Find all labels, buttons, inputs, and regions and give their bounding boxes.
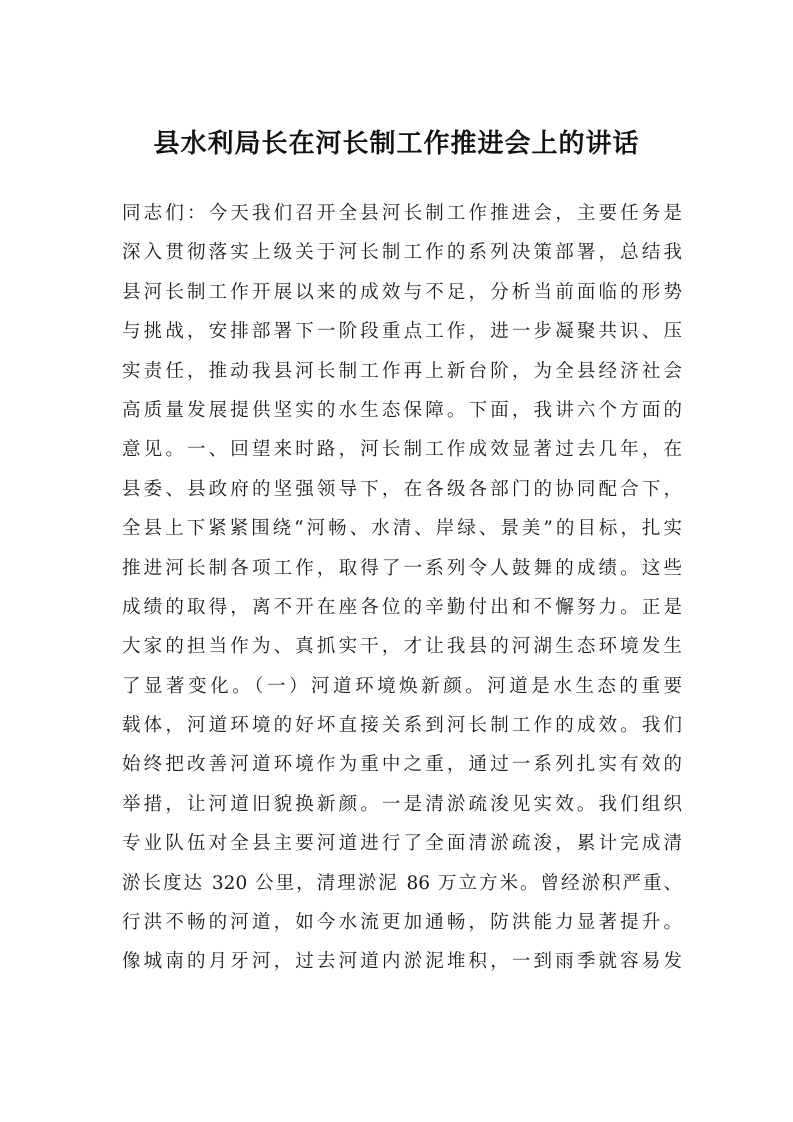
document-title: 县水利局长在河长制工作推进会上的讲话 xyxy=(153,129,640,159)
body-line: 县委、县政府的坚强领导下，在各级各部门的协同配合下， xyxy=(122,478,682,500)
body-line: 全县上下紧紧围绕“河畅、水清、岸绿、景美”的目标，扎实 xyxy=(122,518,682,540)
body-line: 始终把改善河道环境作为重中之重，通过一系列扎实有效的 xyxy=(122,754,682,776)
body-line: 载体，河道环境的好坏直接关系到河长制工作的成效。我们 xyxy=(122,715,682,737)
body-line: 推进河长制各项工作，取得了一系列令人鼓舞的成绩。这些 xyxy=(122,557,682,579)
body-line: 与挑战，安排部署下一阶段重点工作，进一步凝聚共识、压 xyxy=(122,321,682,343)
body-line: 县河长制工作开展以来的成效与不足，分析当前面临的形势 xyxy=(122,281,682,303)
body-line: 意见。一、回望来时路，河长制工作成效显著过去几年，在 xyxy=(122,439,682,461)
body-line: 高质量发展提供坚实的水生态保障。下面，我讲六个方面的 xyxy=(122,399,682,421)
body-line: 深入贯彻落实上级关于河长制工作的系列决策部署，总结我 xyxy=(122,242,682,264)
body-line: 专业队伍对全县主要河道进行了全面清淤疏浚，累计完成清 xyxy=(122,833,682,855)
body-line: 大家的担当作为、真抓实干，才让我县的河湖生态环境发生 xyxy=(122,636,682,658)
body-line: 实责任，推动我县河长制工作再上新台阶，为全县经济社会 xyxy=(122,360,682,382)
body-line: 同志们：今天我们召开全县河长制工作推进会，主要任务是 xyxy=(122,203,682,224)
body-line: 像城南的月牙河，过去河道内淤泥堆积，一到雨季就容易发 xyxy=(122,951,682,973)
body-line: 了显著变化。（一）河道环境焕新颜。河道是水生态的重要 xyxy=(122,675,682,697)
body-line: 成绩的取得，离不开在座各位的辛勤付出和不懈努力。正是 xyxy=(122,596,682,618)
body-line: 举措，让河道旧貌换新颜。一是清淤疏浚见实效。我们组织 xyxy=(122,793,682,815)
body-line: 淤长度达 320 公里，清理淤泥 86 万立方米。曾经淤积严重、 xyxy=(122,872,682,894)
body-line: 行洪不畅的河道，如今水流更加通畅，防洪能力显著提升。 xyxy=(122,912,682,934)
document-body xyxy=(122,194,682,982)
